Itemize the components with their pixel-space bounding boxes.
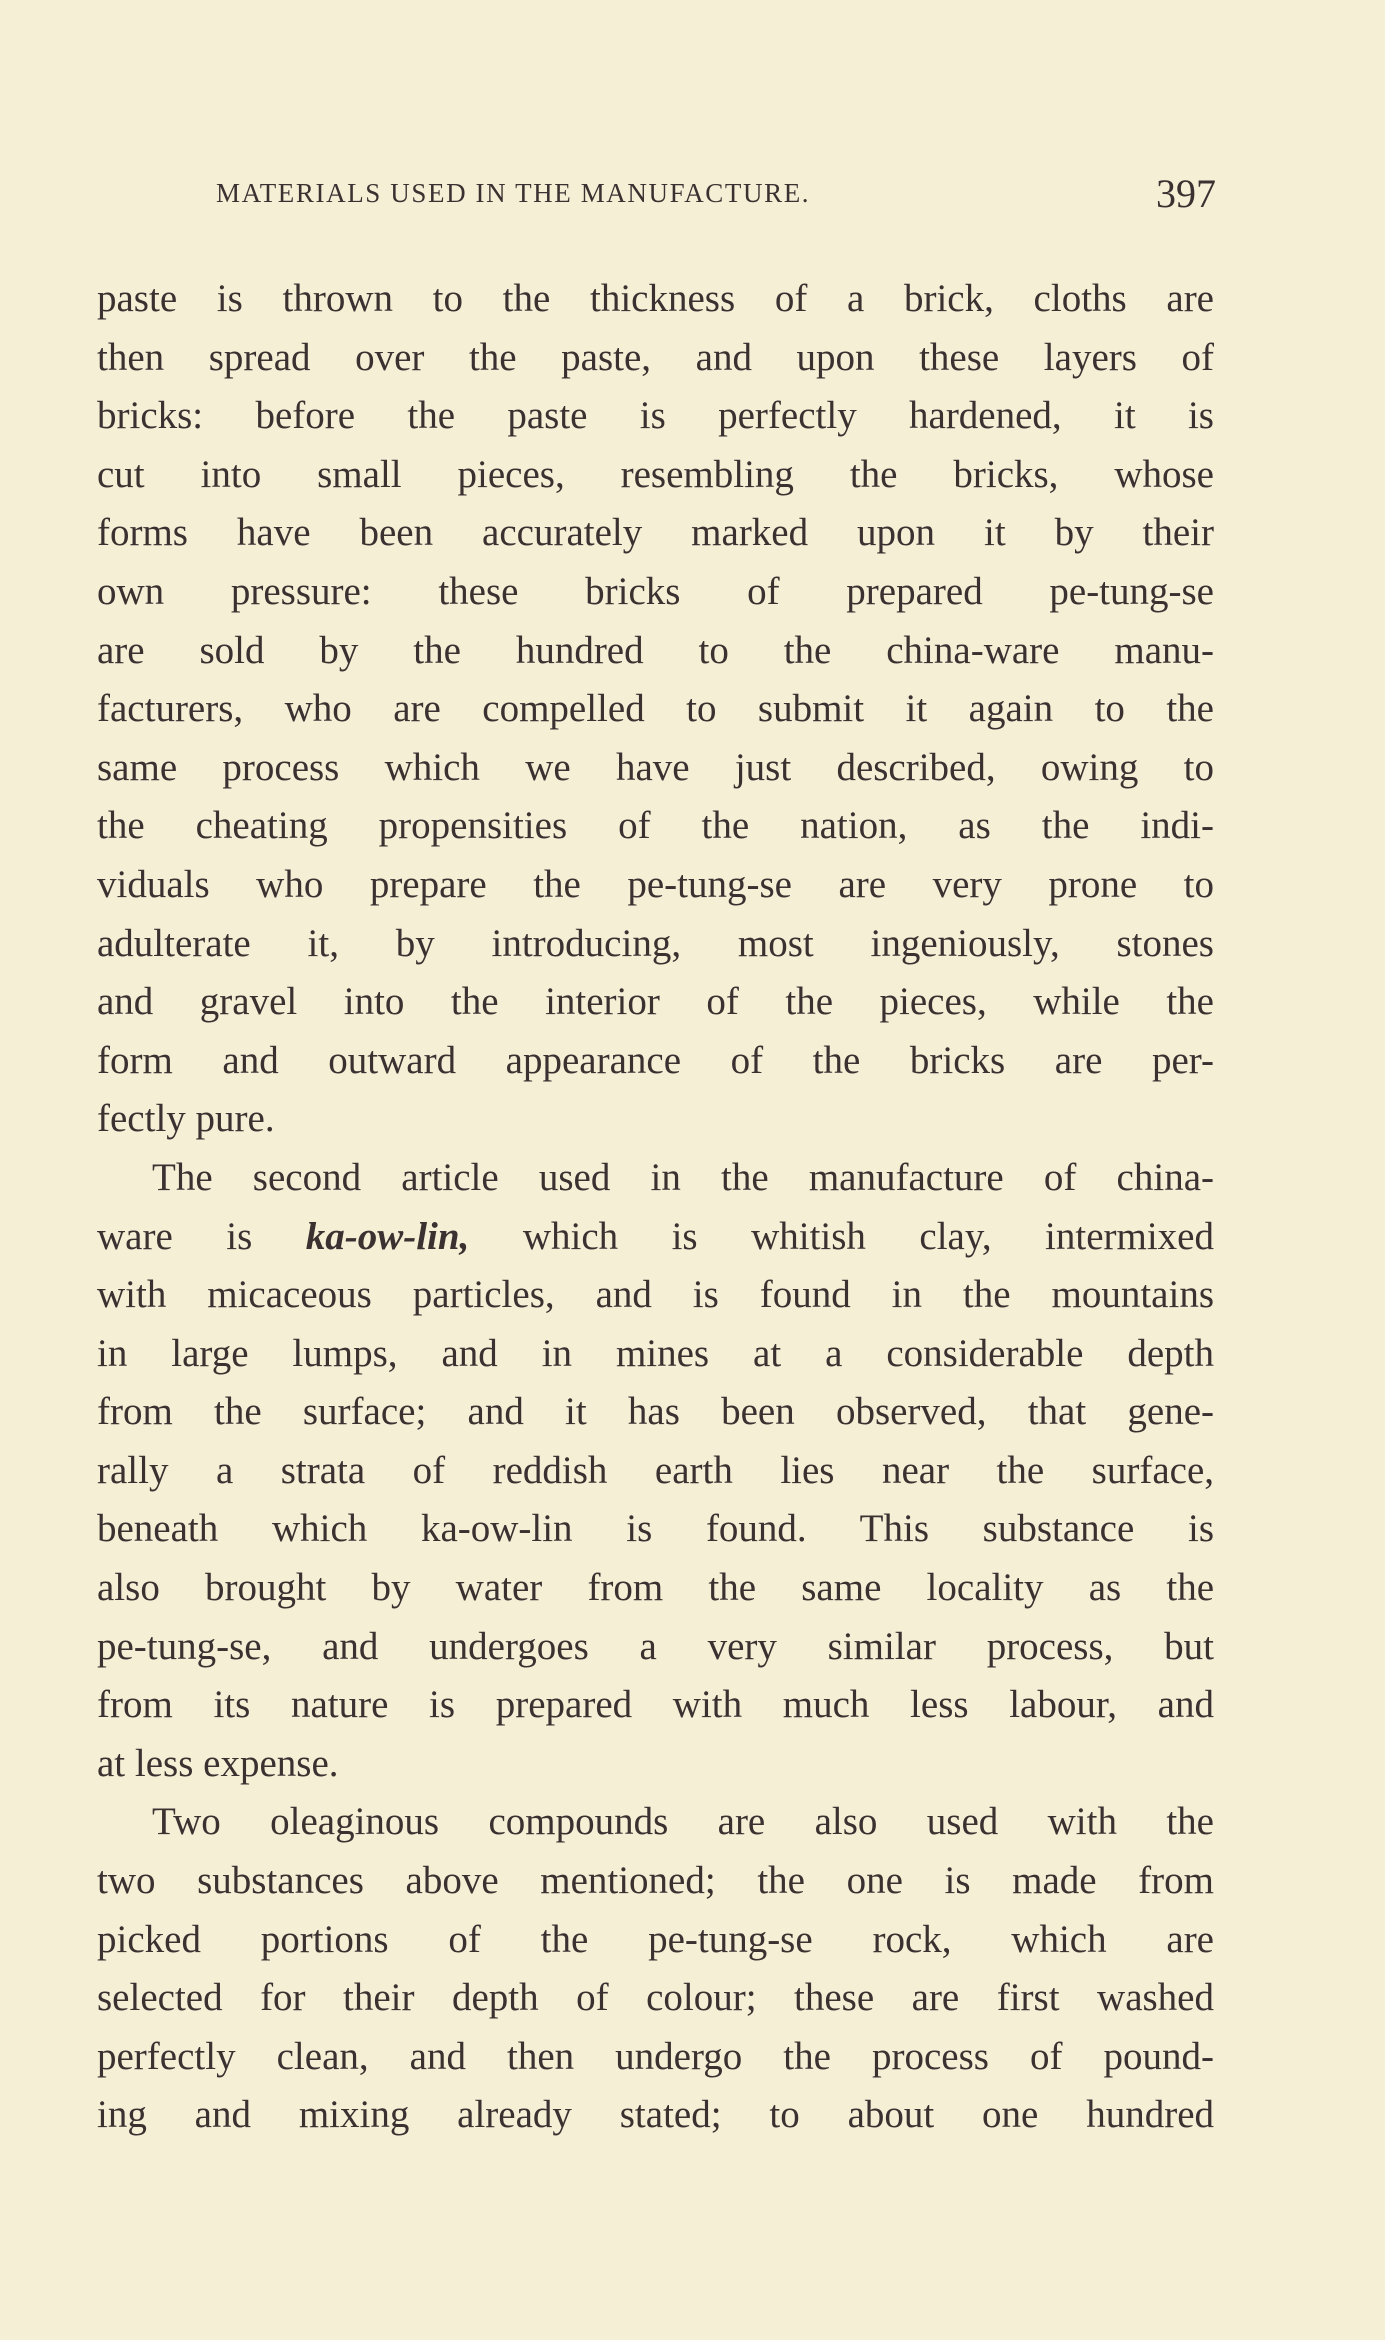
- page-header: [216, 172, 1216, 216]
- text-line: also brought by water from the same locality as the: [97, 1566, 1214, 1610]
- text-line: picked portions of the pe-tung-se rock, which are: [97, 1917, 1214, 1961]
- text-line: selected for their depth of colour; these are first washed: [97, 1976, 1214, 2020]
- italic-term: ka-ow-lin,: [305, 1214, 470, 1258]
- text-line: fectly pure.: [97, 1097, 275, 1141]
- text-line: are sold by the hundred to the china-ware manu-: [97, 628, 1214, 672]
- text-line: pe-tung-se, and undergoes a very similar process, but: [97, 1624, 1214, 1668]
- text-line: bricks: before the paste is perfectly hardened, it is: [97, 394, 1214, 438]
- text-line: ing and mixing already stated; to about one hundred: [97, 2093, 1214, 2137]
- text-line: the cheating propensities of the nation, as the indi-: [97, 804, 1214, 848]
- text-line: cut into small pieces, resembling the bricks, whose: [97, 452, 1214, 496]
- text-line: from its nature is prepared with much less labour, and: [97, 1683, 1214, 1727]
- text-line: beneath which ka-ow-lin is found. This substance is: [97, 1507, 1214, 1551]
- text-line: perfectly clean, and then undergo the process of pound-: [97, 2034, 1214, 2078]
- text-line: own pressure: these bricks of prepared pe-tung-se: [97, 569, 1214, 613]
- text-line: forms have been accurately marked upon it by their: [97, 511, 1214, 555]
- text-line: from the surface; and it has been observed, that gene-: [97, 1390, 1214, 1434]
- text-segment: ware is: [97, 1214, 306, 1258]
- text-line: form and outward appearance of the bricks are per-: [97, 1038, 1214, 1082]
- text-segment: which is whitish clay, intermixed: [469, 1214, 1214, 1258]
- running-title: MATERIALS USED IN THE MANUFACTURE.: [216, 178, 811, 208]
- text-line: The second article used in the manufacture of china-: [152, 1155, 1214, 1199]
- text-line: two substances above mentioned; the one is made from: [97, 1859, 1214, 1903]
- text-line: with micaceous particles, and is found in the mountains: [97, 1273, 1214, 1317]
- text-line: same process which we have just described, owing to: [97, 745, 1214, 789]
- text-line: in large lumps, and in mines at a considerable depth: [97, 1331, 1214, 1375]
- text-line: paste is thrown to the thickness of a brick, cloths are: [97, 277, 1214, 320]
- page-number: 397: [1156, 171, 1216, 216]
- text-line: [97, 1208, 1214, 1267]
- text-line: viduals who prepare the pe-tung-se are very prone to: [97, 862, 1214, 906]
- text-line: Two oleaginous compounds are also used with the: [152, 1800, 1214, 1844]
- body-text: [97, 270, 1214, 2145]
- text-line: adulterate it, by introducing, most ingeniously, stones: [97, 921, 1214, 965]
- text-line: facturers, who are compelled to submit it again to the: [97, 687, 1214, 731]
- text-line: at less expense.: [97, 1741, 339, 1785]
- text-line: and gravel into the interior of the pieces, while the: [97, 980, 1214, 1024]
- text-line: rally a strata of reddish earth lies near the surface,: [97, 1448, 1214, 1492]
- text-line: then spread over the paste, and upon these layers of: [97, 335, 1214, 379]
